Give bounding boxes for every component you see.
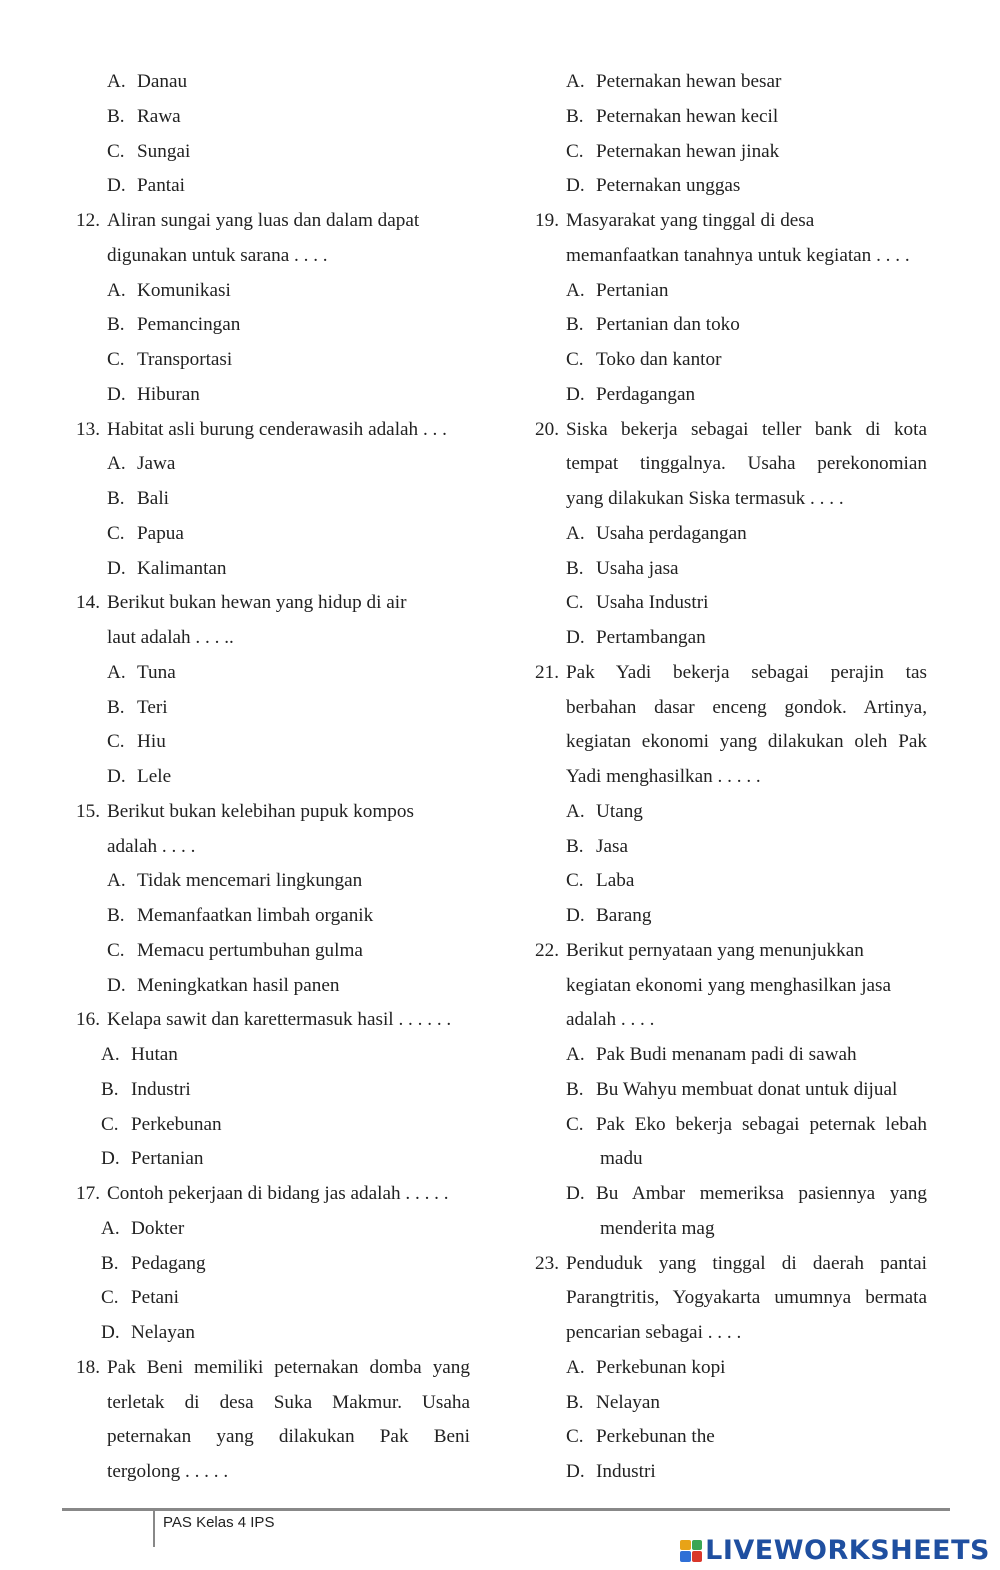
question-text-continuation: laut adalah . . . .. — [107, 627, 234, 648]
option-label: C. — [566, 870, 584, 892]
option-text: Memanfaatkan limbah organik — [137, 905, 374, 926]
question-number: 18. — [76, 1356, 100, 1378]
option-text: Nelayan — [596, 1391, 660, 1413]
option-text: Barang — [596, 905, 652, 926]
answer-option — [535, 135, 927, 170]
answer-option — [76, 1316, 470, 1351]
left-column — [76, 65, 470, 1490]
option-label: C. — [107, 731, 125, 753]
question-text-continuation: adalah . . . . — [566, 1009, 655, 1031]
option-text: Bu Ambar memeriksa pasiennya yang — [596, 1183, 927, 1204]
answer-option — [535, 1177, 927, 1212]
answer-option — [76, 934, 470, 969]
option-text: Kalimantan — [137, 557, 227, 579]
option-label: C. — [107, 140, 125, 162]
answer-option — [535, 343, 927, 378]
option-text: Transportasi — [137, 349, 233, 370]
option-label: C. — [566, 349, 584, 370]
option-label: B. — [107, 105, 125, 127]
option-label: B. — [566, 1078, 584, 1100]
option-text: Rawa — [137, 105, 181, 127]
answer-option — [76, 343, 470, 378]
option-label: B. — [107, 905, 125, 926]
answer-option — [535, 1108, 927, 1143]
option-label: D. — [566, 1183, 585, 1204]
question-number: 16. — [76, 1009, 100, 1031]
question-text-continuation: pencarian sebagai . . . . — [566, 1322, 742, 1343]
answer-option — [535, 65, 927, 100]
answer-option — [76, 447, 470, 482]
option-text: Bu Wahyu membuat donat untuk dijual — [596, 1078, 898, 1100]
answer-option — [76, 1281, 470, 1316]
question-text: Masyarakat yang tinggal di desa — [566, 210, 815, 231]
answer-option — [535, 864, 927, 899]
option-label: B. — [107, 696, 125, 718]
option-label: D. — [566, 1461, 585, 1482]
question-number: 15. — [76, 800, 100, 822]
question-number: 12. — [76, 210, 100, 231]
option-text: Pertanian — [596, 279, 669, 301]
option-text: Perkebunan kopi — [596, 1356, 726, 1378]
logo-square-3 — [680, 1551, 691, 1562]
question-number: 17. — [76, 1183, 100, 1204]
option-label: A. — [101, 1044, 120, 1065]
answer-option — [76, 1247, 470, 1282]
question-text: Contoh pekerjaan di bidang jas adalah . . . . . — [107, 1183, 449, 1204]
option-text: Pemancingan — [137, 314, 241, 336]
brand-text: LIVEWORKSHEETS — [705, 1535, 990, 1566]
option-label: C. — [107, 939, 125, 961]
option-label: D. — [107, 766, 126, 787]
option-text: Usaha jasa — [596, 557, 679, 579]
option-label: B. — [566, 314, 584, 336]
answer-option — [535, 552, 927, 587]
answer-option — [76, 760, 470, 795]
answer-option — [76, 899, 470, 934]
answer-option — [76, 378, 470, 413]
question-stem — [76, 1003, 470, 1038]
option-label: B. — [107, 488, 125, 509]
option-text: Perkebunan — [131, 1113, 222, 1135]
question-text: Berikut bukan kelebihan pupuk kompos — [107, 800, 414, 822]
question-number: 22. — [535, 939, 559, 961]
question-text-continuation: digunakan untuk sarana . . . . — [107, 244, 328, 266]
answer-option — [76, 1038, 470, 1073]
option-text: Usaha perdagangan — [596, 522, 747, 544]
answer-option — [76, 1108, 470, 1143]
question-stem — [535, 1247, 927, 1282]
option-text-continuation: menderita mag — [600, 1217, 715, 1239]
option-label: A. — [566, 522, 585, 544]
option-text: Pedagang — [131, 1252, 206, 1274]
question-text: Aliran sungai yang luas dan dalam dapat — [107, 210, 420, 231]
option-text: Hiburan — [137, 383, 200, 405]
option-label: A. — [566, 71, 585, 92]
answer-option — [76, 517, 470, 552]
question-text-continuation: tergolong . . . . . — [107, 1461, 229, 1482]
option-label: D. — [107, 974, 126, 996]
question-stem — [76, 1351, 470, 1386]
question-stem — [535, 204, 927, 239]
option-text: Hiu — [137, 731, 166, 753]
option-text: Pertanian dan toko — [596, 314, 740, 336]
answer-option — [535, 830, 927, 865]
option-label: C. — [101, 1287, 119, 1309]
liveworksheets-brand — [680, 1535, 990, 1566]
answer-option — [76, 969, 470, 1004]
option-text: Memacu pertumbuhan gulma — [137, 939, 363, 961]
answer-option — [535, 586, 927, 621]
question-stem — [76, 413, 470, 448]
footer-divider — [62, 1508, 950, 1511]
answer-option — [535, 899, 927, 934]
answer-option — [76, 274, 470, 309]
option-label: B. — [566, 1391, 584, 1413]
option-label: C. — [101, 1113, 119, 1135]
option-text: Industri — [596, 1461, 656, 1482]
question-text-continuation: kegiatan ekonomi yang dilakukan oleh Pak — [566, 731, 927, 753]
answer-option — [535, 378, 927, 413]
option-label: A. — [107, 279, 126, 301]
answer-option — [76, 552, 470, 587]
answer-option — [76, 1073, 470, 1108]
answer-option — [535, 274, 927, 309]
question-number: 20. — [535, 418, 559, 440]
question-stem — [535, 413, 927, 448]
option-label: B. — [566, 835, 584, 857]
option-label: A. — [101, 1217, 120, 1239]
option-label: A. — [107, 661, 126, 683]
answer-option — [535, 1455, 927, 1490]
question-text-continuation: Parangtritis, Yogyakarta umumnya bermata — [566, 1287, 927, 1309]
option-label: D. — [107, 557, 126, 579]
option-text: Industri — [131, 1078, 191, 1100]
option-label: A. — [566, 279, 585, 301]
answer-option — [76, 482, 470, 517]
question-number: 14. — [76, 592, 100, 614]
logo-square-2 — [692, 1540, 703, 1551]
option-text: Jawa — [137, 453, 176, 475]
answer-option — [76, 725, 470, 760]
footer-label: PAS Kelas 4 IPS — [163, 1514, 275, 1531]
question-text: Berikut bukan hewan yang hidup di air — [107, 592, 407, 614]
answer-option — [76, 65, 470, 100]
answer-option — [535, 308, 927, 343]
answer-option — [535, 1386, 927, 1421]
option-label: D. — [101, 1322, 120, 1343]
option-text: Tidak mencemari lingkungan — [137, 870, 363, 892]
option-text-continuation: madu — [600, 1148, 643, 1170]
option-text: Pak Eko bekerja sebagai peternak lebah — [596, 1113, 927, 1135]
option-text: Sungai — [137, 140, 191, 162]
option-text: Meningkatkan hasil panen — [137, 974, 340, 996]
liveworksheets-logo-icon — [680, 1540, 702, 1562]
option-text: Tuna — [137, 661, 176, 683]
answer-option — [76, 135, 470, 170]
question-number: 23. — [535, 1252, 559, 1274]
question-text: Habitat asli burung cenderawasih adalah . . . — [107, 418, 447, 440]
option-text: Peternakan hewan besar — [596, 71, 782, 92]
footer-tick — [153, 1511, 155, 1547]
question-stem — [535, 656, 927, 691]
question-text-continuation: berbahan dasar enceng gondok. Artinya, — [566, 696, 927, 718]
option-text: Toko dan kantor — [596, 349, 722, 370]
option-text: Papua — [137, 522, 184, 544]
answer-option — [535, 100, 927, 135]
logo-square-4 — [692, 1551, 703, 1562]
question-number: 13. — [76, 418, 100, 440]
question-text-continuation: tempat tinggalnya. Usaha perekonomian — [566, 453, 927, 475]
answer-option — [535, 795, 927, 830]
option-label: D. — [566, 905, 585, 926]
question-stem — [76, 204, 470, 239]
question-text-continuation: adalah . . . . — [107, 835, 196, 857]
option-text: Perkebunan the — [596, 1426, 715, 1448]
option-text: Pak Budi menanam padi di sawah — [596, 1044, 857, 1065]
option-text: Bali — [137, 488, 169, 509]
option-label: D. — [566, 383, 585, 405]
answer-option — [535, 1073, 927, 1108]
question-text: Penduduk yang tinggal di daerah pantai — [566, 1252, 927, 1274]
option-text: Utang — [596, 800, 643, 822]
option-text: Danau — [137, 71, 188, 92]
question-text: Pak Yadi bekerja sebagai perajin tas — [566, 661, 927, 683]
option-label: B. — [101, 1078, 119, 1100]
question-text-continuation: kegiatan ekonomi yang menghasilkan jasa — [566, 974, 892, 996]
question-stem — [535, 934, 927, 969]
option-text: Hutan — [131, 1044, 178, 1065]
question-text-continuation: Yadi menghasilkan . . . . . — [566, 766, 761, 787]
option-text: Jasa — [596, 835, 628, 857]
option-text: Laba — [596, 870, 635, 892]
answer-option — [535, 169, 927, 204]
question-text-continuation: terletak di desa Suka Makmur. Usaha — [107, 1391, 470, 1413]
right-column — [535, 65, 927, 1490]
option-text: Perdagangan — [596, 383, 696, 405]
question-text: Berikut pernyataan yang menunjukkan — [566, 939, 864, 961]
option-label: A. — [566, 1044, 585, 1065]
answer-option — [76, 100, 470, 135]
option-label: D. — [107, 383, 126, 405]
option-label: A. — [566, 800, 585, 822]
answer-option — [535, 1351, 927, 1386]
answer-option — [76, 169, 470, 204]
question-number: 21. — [535, 661, 559, 683]
option-label: A. — [566, 1356, 585, 1378]
question-number: 19. — [535, 210, 559, 231]
question-text-continuation: peternakan yang dilakukan Pak Beni — [107, 1426, 470, 1448]
question-text: Kelapa sawit dan karettermasuk hasil . . . . . . — [107, 1009, 452, 1031]
option-label: C. — [566, 1113, 584, 1135]
option-text: Komunikasi — [137, 279, 231, 301]
question-stem — [76, 795, 470, 830]
option-label: A. — [107, 453, 126, 475]
option-label: C. — [566, 1426, 584, 1448]
option-label: D. — [107, 175, 126, 197]
option-text: Peternakan hewan jinak — [596, 140, 780, 162]
option-text: Pertambangan — [596, 627, 706, 648]
option-text: Lele — [137, 766, 172, 787]
question-text-continuation: yang dilakukan Siska termasuk . . . . — [566, 488, 844, 509]
option-label: A. — [107, 870, 126, 892]
option-label: D. — [566, 175, 585, 197]
option-label: B. — [107, 314, 125, 336]
option-label: C. — [107, 349, 125, 370]
option-label: D. — [566, 627, 585, 648]
option-text: Petani — [131, 1287, 179, 1309]
option-text: Dokter — [131, 1217, 185, 1239]
option-label: B. — [566, 557, 584, 579]
option-text: Nelayan — [131, 1322, 195, 1343]
answer-option — [535, 1420, 927, 1455]
answer-option — [76, 308, 470, 343]
option-label: C. — [566, 592, 584, 614]
option-text: Peternakan unggas — [596, 175, 741, 197]
option-text: Pertanian — [131, 1148, 204, 1170]
question-text: Siska bekerja sebagai teller bank di kota — [566, 418, 927, 440]
question-stem — [76, 586, 470, 621]
answer-option — [535, 517, 927, 552]
answer-option — [535, 621, 927, 656]
option-label: B. — [566, 105, 584, 127]
answer-option — [76, 864, 470, 899]
option-text: Pantai — [137, 175, 185, 197]
question-stem — [76, 1177, 470, 1212]
option-text: Usaha Industri — [596, 592, 709, 614]
option-text: Peternakan hewan kecil — [596, 105, 779, 127]
answer-option — [76, 656, 470, 691]
answer-option — [76, 691, 470, 726]
answer-option — [535, 1038, 927, 1073]
answer-option — [76, 1212, 470, 1247]
option-label: A. — [107, 71, 126, 92]
question-text-continuation: memanfaatkan tanahnya untuk kegiatan . . . . — [566, 244, 910, 266]
option-label: C. — [107, 522, 125, 544]
option-label: B. — [101, 1252, 119, 1274]
option-label: C. — [566, 140, 584, 162]
question-text: Pak Beni memiliki peternakan domba yang — [107, 1356, 470, 1378]
option-text: Teri — [137, 696, 168, 718]
option-label: D. — [101, 1148, 120, 1170]
answer-option — [76, 1142, 470, 1177]
logo-square-1 — [680, 1540, 691, 1551]
